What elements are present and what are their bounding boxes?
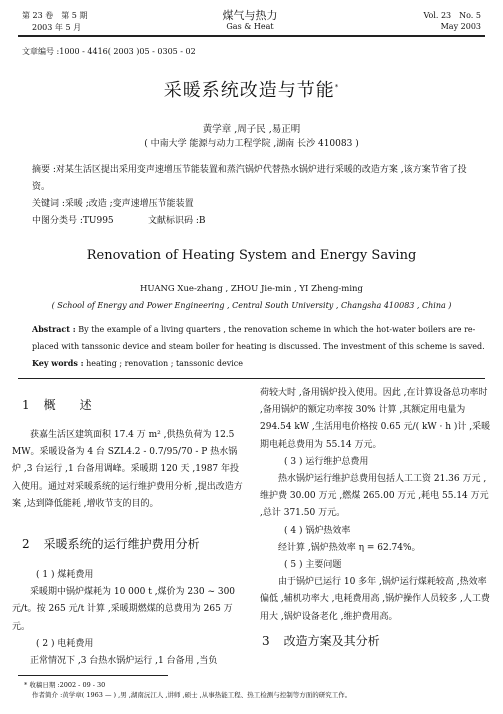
subsection-total-heading: ( 3 ) 运行维护总费用 <box>284 456 369 467</box>
affiliation-en: ( School of Energy and Power Engineering , Central South University , Changsha 410083 , China ) <box>51 301 452 310</box>
title-footnote-mark: * <box>334 83 340 91</box>
keywords-en <box>32 355 243 372</box>
subsection-power-heading: ( 2 ) 电耗费用 <box>36 638 94 649</box>
header-date-en: May 2003 <box>440 22 481 31</box>
section-1-paragraph: 获嘉生活区建筑面积 17.4 万 m² ,供热负荷为 12.5 MW。采暖设备为 4 台 SZL4.2 - 0.7/95/70 - P 热水锅炉 ,3 台运行 ,1 台备用调峰。采暖期 120 天 ,1987 年投入使用。通过对采暖系统的运行维护费用分析 ,提出改造方案 ,达到降低能耗 ,增收节支的目的。 <box>12 430 243 509</box>
header-vol-en: Vol. 23 No. 5 <box>423 11 481 20</box>
title-en: Renovation of Heating System and Energy Saving <box>86 248 417 263</box>
subsection-problems-paragraph: 由于锅炉已运行 10 多年 ,锅炉运行煤耗较高 ,热效率偏低 ,辅机功率大 ,电耗费用高 ,锅炉操作人员较多 ,人工费用大 ,锅炉设备老化 ,维护费用高。 <box>260 577 490 622</box>
section-1-number: 1 <box>22 398 30 412</box>
subsection-coal-paragraph: 采暖期中锅炉煤耗为 10 000 t ,煤价为 230 ~ 300 元/t。按 265 元/t 计算 ,采暖期燃煤的总费用为 265 万元。 <box>12 587 236 632</box>
abstract-en-line1: By the example of a living quarters , the renovation scheme in which the hot-water boilers are re- <box>78 325 476 334</box>
article-id: 文章编号 :1000 - 4416( 2003 )05 - 0305 - 02 <box>22 47 196 56</box>
affiliation-cn: ( 中南大学 能源与动力工程学院 ,湖南 长沙 410083 ) <box>144 139 359 149</box>
header-volume: 第 23 卷 第 5 期 <box>22 11 88 20</box>
subsection-coal-heading: ( 1 ) 煤耗费用 <box>36 570 94 580</box>
right-column <box>260 385 492 626</box>
title-cn <box>0 76 503 102</box>
header-date: 2003 年 5 月 <box>32 23 82 32</box>
title-cn-text: 采暖系统改造与节能 <box>163 80 335 101</box>
section-3-number: 3 <box>262 634 270 648</box>
subsection-problems-heading: ( 5 ) 主要问题 <box>284 560 342 571</box>
doc-code: 文献标识码 :B <box>148 216 206 226</box>
footnote-author-bio: 作者简介 :黄学章( 1963 — ) ,男 ,湖南沅江人 ,讲师 ,硕士 ,从事热能工程、热工检测与控制等方面的研究工作。 <box>32 691 352 699</box>
power-paragraph-continued: 荷较大时 ,备用锅炉投入使用。因此 ,在计算设备总功率时 ,备用锅炉的额定功率按 30% 计算 ,其额定用电量为 294.54 kW ,生活用电价格按 0.65 元/( kW · h )计 ,采暖期电耗总费用为 55.14 万元。 <box>260 388 491 450</box>
authors-cn: 黄学章 ,周子民 ,易正明 <box>202 124 301 135</box>
keywords-en-label: Key words : <box>32 358 84 368</box>
header-rule <box>18 35 485 37</box>
abstract-rule <box>18 378 485 379</box>
journal-name-cn: 煤气与热力 <box>222 9 278 22</box>
section-3-title: 改造方案及其分析 <box>283 634 380 648</box>
journal-name-en: Gas & Heat <box>226 22 274 31</box>
footnote-rule <box>18 675 168 676</box>
section-2-title: 采暖系统的运行维护费用分析 <box>43 537 200 551</box>
abstract-en-line2: placed with tanssonic device and steam boiler for heating is discussed. The investment of this scheme is saved. <box>32 342 485 351</box>
subsection-total-paragraph: 热水锅炉运行维护总费用包括人工工资 21.36 万元 ,维护费 30.00 万元 ,燃煤 265.00 万元 ,耗电 55.14 万元 ,总计 371.50 万元。 <box>260 474 489 519</box>
section-2-heading <box>22 535 200 552</box>
subsection-efficiency-heading: ( 4 ) 锅炉热效率 <box>284 525 351 536</box>
left-column-s1 <box>12 427 244 513</box>
abstract-en <box>32 321 475 338</box>
keywords-cn: 关键词 :采暖 ;改造 ;变声速增压节能装置 <box>32 199 194 209</box>
subsection-power-paragraph: 正常情况下 ,3 台热水锅炉运行 ,1 台备用 ,当负 <box>30 656 218 667</box>
section-2-number: 2 <box>22 537 30 551</box>
section-3-heading <box>262 632 380 649</box>
clc-code: 中图分类号 :TU995 <box>32 216 114 226</box>
abstract-en-label: Abstract : <box>32 324 76 334</box>
left-column-s2 <box>12 567 244 670</box>
footnote-received: * 收稿日期 :2002 - 09 - 30 <box>24 681 106 689</box>
subsection-efficiency-paragraph: 经计算 ,锅炉热效率 η = 62.74%。 <box>278 542 421 553</box>
section-1-title: 概 述 <box>43 398 92 412</box>
keywords-en-text: heating ; renovation ; tanssonic device <box>86 359 243 368</box>
authors-en: HUANG Xue-zhang , ZHOU Jie-min , YI Zheng-ming <box>140 284 363 294</box>
abstract-cn: 摘要 :对某生活区提出采用变声速增压节能装置和蒸汽锅炉代替热水锅炉进行采暖的改造方案 ,该方案节省了投资。 <box>32 165 467 192</box>
section-1-heading <box>22 396 92 413</box>
